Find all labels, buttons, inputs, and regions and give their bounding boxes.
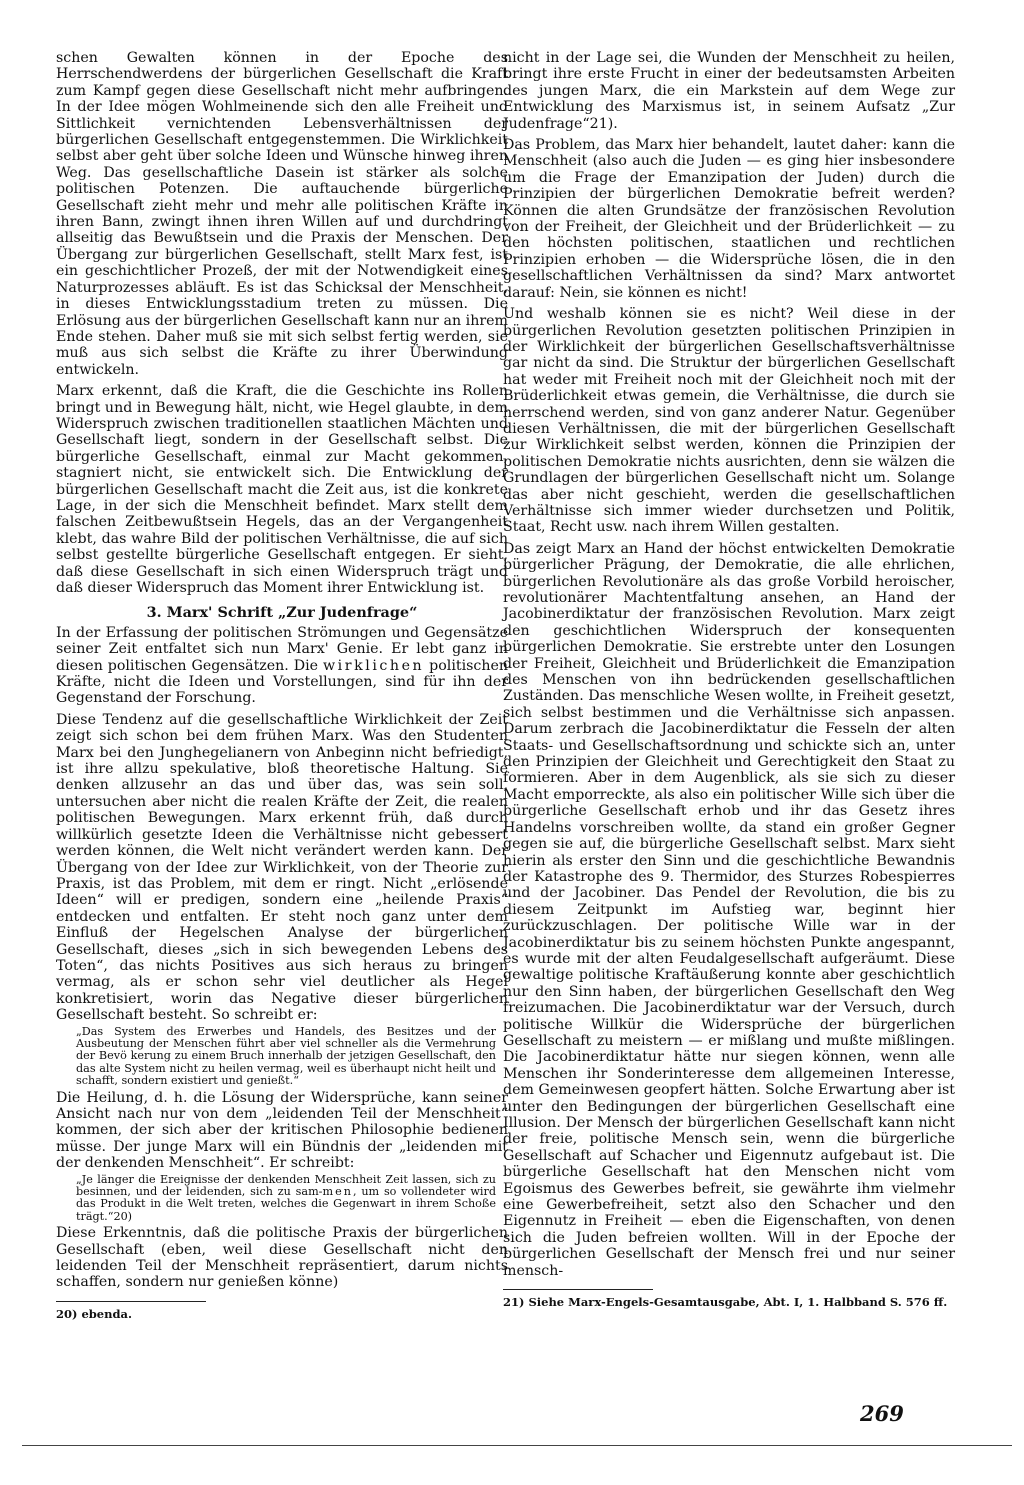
paragraph: Die Heilung, d. h. die Lösung der Widersprüche, kann seiner Ansicht nach nur von dem „leidenden Teil der Menschheit“ kommen, der sich aber der kritischen Philosophie bedienen müsse. Der junge Marx will ein Bündnis der „leidenden mit der denkenden Menschheit“. Er schreibt:: [56, 1089, 508, 1172]
text-run: politischen Kräfte, nicht die Ideen und Vorstellungen, sind für ihn der Gegenstand der Forschung.: [56, 657, 509, 707]
block-quote: [76, 1174, 496, 1224]
paragraph: Das Problem, das Marx hier behandelt, lautet daher: kann die Menschheit (also auch die Juden — es ging hier insbesondere um die Frage der Emanzipation der Juden) durch die Prinzipien der bürgerlichen Demokratie befreit werden? Können die alten Grundsätze der französischen Revolution von der Freiheit, der Gleichheit und der Brüderlichkeit — zu den höchsten politischen, staatlichen und rechtlichen Prinzipien erhoben — die Widersprüche lösen, die in den gesellschaftlichen Verhältnissen da sind? Marx antwortet darauf: Nein, sie können es nicht!: [503, 137, 955, 301]
left-column: [56, 50, 508, 1321]
right-column: [503, 50, 955, 1310]
bottom-divider: [22, 1445, 1012, 1446]
paragraph: Das zeigt Marx an Hand der höchst entwickelten Demokratie bürgerlicher Prägung, der Demokratie, die alle ehrlichen, bürgerlichen Revolutionäre als das große Vorbild heroischer, revolutionärer Machtentfaltung ansehen, an Hand der Jacobinerdiktatur der französischen Revolution. Marx zeigt den geschichtlichen Widerspruch der konsequenten bürgerlichen Demokratie. Sie erstrebte unter den Losungen der Freiheit, Gleichheit und Brüderlichkeit die Emanzipation des Menschen von ihn bedrückenden gesellschaftlichen Zuständen. Das menschliche Wesen wollte, in Freiheit gesetzt, sich selbst bestimmen und die Verhältnisse sich anpassen. Darum zerbrach die Jacobinerdiktatur die Fesseln der alten Staats- und Gesellschaftsordnung und schickte sich an, unter den Prinzipien der Gleichheit und Gerechtigkeit den Staat zu formieren. Aber in dem Augenblick, als sie sich zu dieser Macht emporreckte, als also ein politischer Wille sich über die bürgerliche Gesellschaft erhob und ihr das Gesetz ihres Handelns vorschreiben wollte, da stand ein großer Gegner gegen sie auf, die bürgerliche Gesellschaft selbst. Marx sieht hierin als erster den Sinn und die geschichtliche Bewandnis der Katastrophe des 9. Thermidor, des Sturzes Robespierres und der Jacobiner. Das Pendel der Revolution, die bis zu diesem Zeitpunkt im Aufstieg war, beginnt hier zurückzuschlagen. Der politische Wille war in der Jacobinerdiktatur bis zu seinem höchsten Punkte angespannt, es wurde mit der alten Feudalgesellschaft aufgeräumt. Diese gewaltige politische Kraftäußerung konnte aber geschichtlich nur den Sinn haben, der bürgerlichen Gesellschaft den Weg freizumachen. Die Jacobinerdiktatur war der Versuch, durch politische Willkür die Widersprüche der bürgerlichen Gesellschaft zu meistern — er mißlang und mußte mißlingen. Die Jacobinerdiktatur hätte nur siegen können, wenn alle Menschen ihr Sonderinteresse dem allgemeinen Interesse, dem Gemeinwesen geopfert hätten. Solche Erwartung aber ist unter den Bedingungen der bürgerlichen Gesellschaft eine Illusion. Der Mensch der bürgerlichen Gesellschaft kann nicht der freie, politische Mensch sein, wenn die bürgerliche Gesellschaft auf Schacher und Eigennutz aufgebaut ist. Die bürgerliche Gesellschaft hat den Menschen nicht vom Egoismus des Gewerbes befreit, sie gewährte ihm vielmehr eine Gewerbefreiheit, setzt also den Schacher und den Eigennutz in Freiheit — eben die Eigenschaften, von denen sich die Juden befreien wollten. Will in der Epoche der bürgerlichen Gesellschaft der Mensch frei und nur seiner mensch-: [503, 540, 955, 1279]
page-number: 269: [860, 1401, 904, 1426]
emphasized-word: wirklichen: [322, 657, 425, 674]
paragraph: nicht in der Lage sei, die Wunden der Menschheit zu heilen, bringt ihre erste Frucht in einer der bedeutsamsten Arbeiten des jungen Marx, die ein Markstein auf dem Wege zur Entwicklung des Marxismus ist, in seinem Aufsatz „Zur Judenfrage“21).: [503, 50, 955, 132]
footnote-divider: [56, 1301, 206, 1302]
text-run: „Je länger die Ereignisse der denkenden Menschheit Zeit lassen, sich zu besinnen, und der leidenden, sich zu sam-: [76, 1172, 496, 1199]
text-run: In der Erfassung der politischen Strömungen und Gegensätze seiner Zeit entfaltet sich nun Marx' Genie. Er lebt ganz in diesen politischen Gegensätzen. Die: [56, 624, 508, 674]
section-heading: 3. Marx' Schrift „Zur Judenfrage“: [146, 604, 418, 622]
paragraph: Diese Tendenz auf die gesellschaftliche Wirklichkeit der Zeit zeigt sich schon bei dem frühen Marx. Was den Studenten Marx bei den Junghegelianern von Anbeginn nicht befriedigt, ist ihre allzu spekulative, bloß theoretische Haltung. Sie denken allzusehr an das und über das, was sein soll, untersuchen aber nicht die realen Kräfte der Zeit, die realen politischen Bewegungen. Marx erkennt früh, daß durch willkürlich gesetzte Ideen die Verhältnisse nicht gebessert werden können, die Welt nicht verändert werden kann. Der Übergang von der Idee zur Wirklichkeit, von der Theorie zur Praxis, ist das Problem, mit dem er ringt. Nicht „erlösende Ideen“ will er predigen, sondern eine „heilende Praxis“ entdecken und entfalten. Er steht noch ganz unter dem Einfluß der Hegelschen Analyse der bürgerlichen Gesellschaft, dieses „sich in sich bewegenden Lebens des Toten“, das nichts Positives aus sich heraus zu bringen vermag, als er schon sehr viel deutlicher als Hegel konkretisiert, worin das Negative dieser bürgerlichen Gesellschaft besteht. So schreibt er:: [56, 711, 508, 1024]
footnote: 21) Siehe Marx-Engels-Gesamtausgabe, Abt. I, 1. Halbband S. 576 ff.: [503, 1295, 948, 1310]
text-run: , um so vollendeter wird das Produkt in die Welt treten, welches die Gegenwart in ihrem Schoße trägt.“20): [76, 1185, 496, 1223]
footnote: 20) ebenda.: [56, 1306, 132, 1321]
paragraph: Marx erkennt, daß die Kraft, die die Geschichte ins Rollen bringt und in Bewegung hält, nicht, wie Hegel glaubte, in dem Widerspruch zwischen traditionellen staatlichen Mächten und Gesellschaft liegt, sondern in der Gesellschaft selbst. Die bürgerliche Gesellschaft, einmal zur Macht gekommen, stagniert nicht, sie entwickelt sich. Die Entwicklung der bürgerlichen Gesellschaft macht die Zeit aus, ist die konkrete Lage, in der sich die Menschheit befindet. Marx stellt dem falschen Zeitbewußtsein Hegels, das an der Vergangenheit klebt, das wahre Bild der politischen Verhältnisse, die auf sich selbst gestellte bürgerliche Gesellschaft entgegen. Er sieht, daß diese Gesellschaft in sich einen Widerspruch trägt und daß dieser Widerspruch das Moment ihrer Entwicklung ist.: [56, 383, 508, 596]
block-quote: „Das System des Erwerbes und Handels, des Besitzes und der Ausbeutung der Menschen führt aber viel schneller als die Vermehrung der Bevö kerung zu einem Bruch innerhalb der jetzigen Gesellschaft, den das alte System nicht zu heilen vermag, weil es überhaupt nicht heilt und schafft, sondern existiert und genießt.“: [76, 1024, 496, 1088]
paragraph: schen Gewalten können in der Epoche des Herrschendwerdens der bürgerlichen Gesellschaft die Kraft zum Kampf gegen diese Gesellschaft nicht mehr aufbringen. In der Idee mögen Wohlmeinende sich den alle Freiheit und Sittlichkeit vernichtenden Lebensverhältnissen der bürgerlichen Gesellschaft entgegenstemmen. Die Wirklichkeit selbst aber geht über solche Ideen und Wünsche hinweg ihren Weg. Das gesellschaftliche Dasein ist stärker als solche politischen Potenzen. Die auftauchende bürgerliche Gesellschaft zieht mehr und mehr alle politischen Kräfte in ihren Bann, zwingt ihnen ihren Willen auf und durchdringt allseitig das Bewußtsein und die Praxis der Menschen. Der Übergang zur bürgerlichen Gesellschaft, stellt Marx fest, ist ein geschichtlicher Prozeß, der mit der Notwendigkeit eines Naturprozesses abläuft. Es ist das Schicksal der Menschheit, in dieses Entwicklungsstadium treten zu müssen. Die Erlösung aus der bürgerlichen Gesellschaft kann nur an ihrem Ende stehen. Daher muß sie mit sich selbst fertig werden, sie muß aus sich selbst die Kräfte zu ihrer Überwindung entwickeln.: [56, 50, 508, 378]
paragraph: [56, 625, 508, 707]
paragraph: Diese Erkenntnis, daß die politische Praxis der bürgerlichen Gesellschaft (eben, weil diese Gesellschaft nicht den leidenden Teil der Menschheit repräsentiert, darum nichts schaffen, sondern nur genießen könne): [56, 1225, 508, 1291]
paragraph: Und weshalb können sie es nicht? Weil diese in der bürgerlichen Revolution gesetzten politischen Prinzipien in der Wirklichkeit der bürgerlichen Gesellschaftsverhältnisse gar nicht da sind. Die Struktur der bürgerlichen Gesellschaft hat weder mit Freiheit noch mit der Gleichheit noch mit der Brüderlichkeit etwas gemein, die Verhältnisse, die durch sie herrschend werden, sind von ganz anderer Natur. Gegenüber diesen Verhältnissen, die mit der bürgerlichen Gesellschaft zur Wirklichkeit selbst werden, können die Prinzipien der politischen Demokratie nichts ausrichten, denn sie wälzen die Grundlagen der bürgerlichen Gesellschaft nicht um. Solange das aber nicht geschieht, werden die gesellschaftlichen Verhältnisse sich immer wieder durchsetzen und Politik, Staat, Recht usw. nach ihrem Willen gestalten.: [503, 306, 955, 536]
emphasized-word: men: [322, 1185, 353, 1199]
footnote-divider: [503, 1289, 653, 1290]
